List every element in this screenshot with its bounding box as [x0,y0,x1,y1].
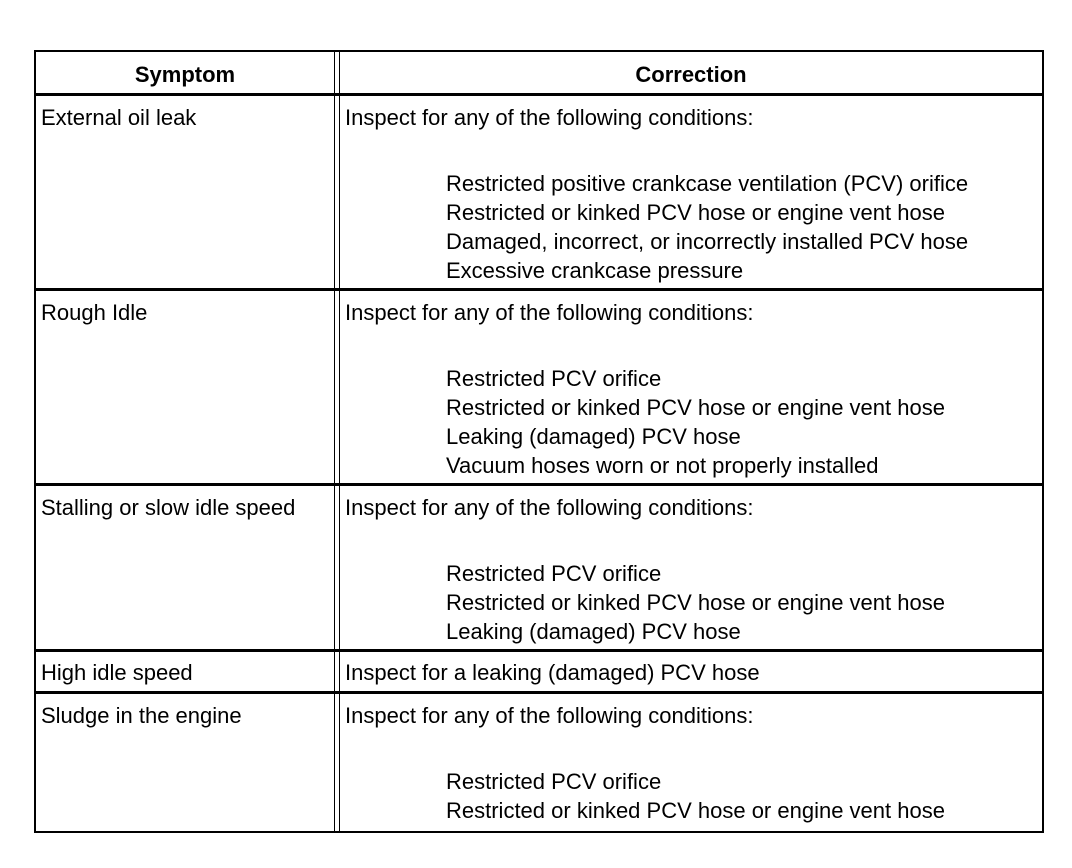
table-row [36,291,1042,486]
condition-item: Restricted or kinked PCV hose or engine vent hose [446,590,945,615]
condition-list [446,559,945,646]
table-row [36,694,1042,831]
correction-intro: Inspect for any of the following conditions: [345,105,754,130]
correction-intro: Inspect for a leaking (damaged) PCV hose [345,660,760,685]
condition-item: Restricted or kinked PCV hose or engine vent hose [446,395,945,420]
condition-item: Damaged, incorrect, or incorrectly installed PCV hose [446,229,969,254]
condition-item: Restricted or kinked PCV hose or engine vent hose [446,798,945,823]
table-row [36,652,1042,694]
symptom-cell: Sludge in the engine [41,703,242,728]
correction-cell [345,493,945,646]
table-row [36,96,1042,291]
symptom-cell: High idle speed [41,660,193,685]
condition-item: Restricted PCV orifice [446,561,662,586]
column-divider [334,291,340,486]
header-symptom: Symptom [134,62,236,87]
table-row [36,486,1042,652]
header-correction: Correction [635,62,747,87]
symptom-cell: Stalling or slow idle speed [41,495,296,520]
correction-intro: Inspect for any of the following conditions: [345,703,754,728]
condition-item: Leaking (damaged) PCV hose [446,619,741,644]
condition-item: Restricted positive crankcase ventilation (PCV) orifice [446,171,969,196]
condition-list [446,767,945,825]
column-divider [334,694,340,831]
table-header-row [36,52,1042,96]
correction-intro: Inspect for any of the following conditions: [345,300,754,325]
condition-item: Restricted PCV orifice [446,366,662,391]
correction-cell [345,701,945,825]
condition-item: Leaking (damaged) PCV hose [446,424,741,449]
condition-item: Excessive crankcase pressure [446,258,744,283]
symptom-cell: External oil leak [41,105,197,130]
correction-intro: Inspect for any of the following conditions: [345,495,754,520]
condition-list [446,169,968,285]
condition-item: Restricted PCV orifice [446,769,662,794]
symptom-cell: Rough Idle [41,300,148,325]
condition-item: Vacuum hoses worn or not properly installed [446,453,879,478]
correction-cell [345,103,968,285]
symptom-correction-table [34,50,1044,833]
correction-cell [345,658,760,687]
column-divider [334,652,340,694]
column-divider [334,486,340,652]
column-divider [334,96,340,291]
condition-item: Restricted or kinked PCV hose or engine vent hose [446,200,945,225]
correction-cell [345,298,945,480]
condition-list [446,364,945,480]
